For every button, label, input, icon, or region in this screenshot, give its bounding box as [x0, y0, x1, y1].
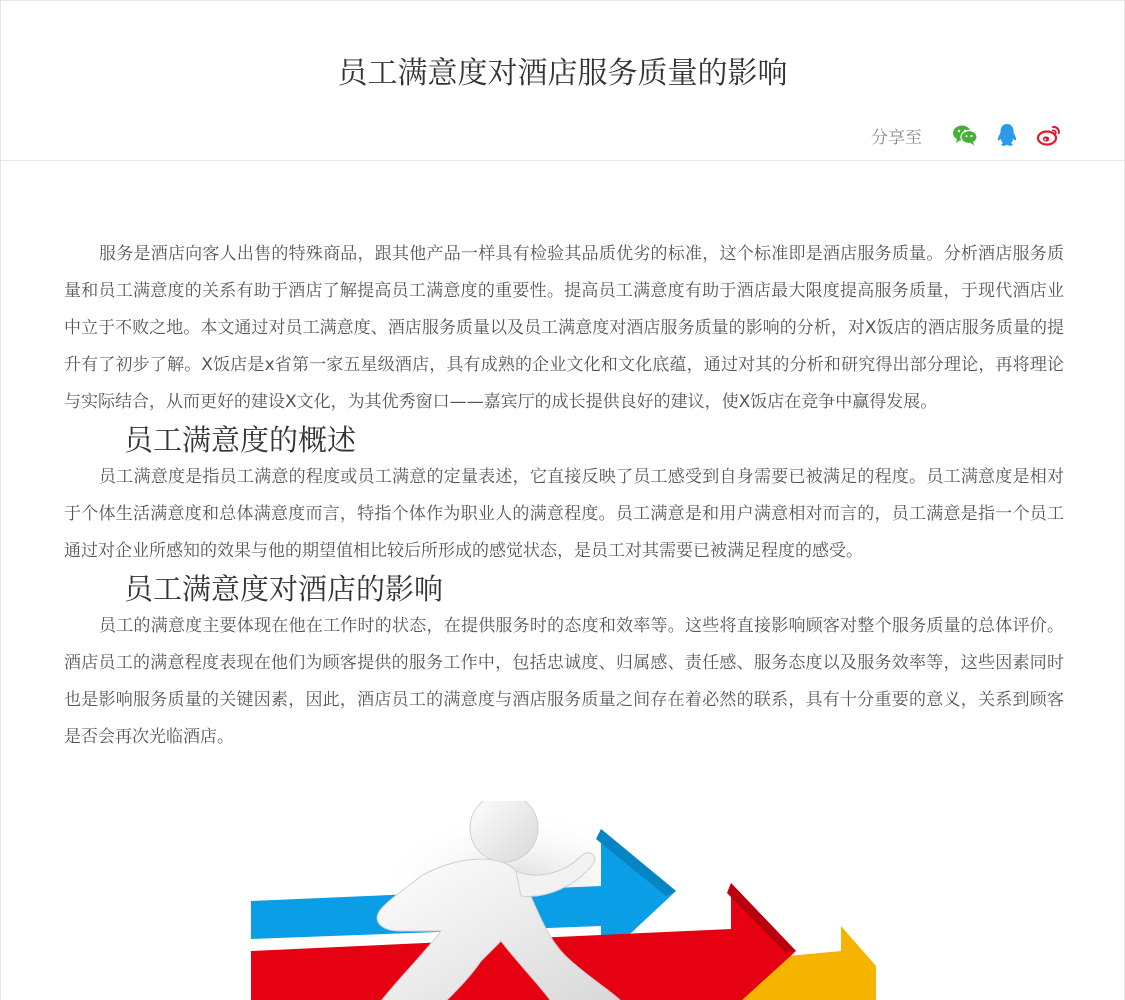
qq-icon[interactable]: [994, 122, 1020, 148]
wechat-icon[interactable]: [952, 122, 978, 148]
section-heading-impact: 员工满意度对酒店的影响: [124, 572, 444, 606]
share-label: 分享至: [871, 127, 922, 148]
article-content: [64, 236, 1064, 756]
page-title: 员工满意度对酒店服务质量的影响: [337, 56, 788, 91]
share-bar: [871, 119, 1062, 151]
section-paragraph-impact: 员工的满意度主要体现在他在工作时的状态，在提供服务时的态度和效率等。这些将直接影响顾客对整个服务质量的总体评价。酒店员工的满意程度表现在他们为顾客提供的服务工作中，包括忠诚度、归属感、责任感、服务态度以及服务效率等，这些因素同时也是影响服务质量的关键因素，因此，酒店员工的满意度与酒店服务质量之间存在着必然的联系，具有十分重要的意义，关系到顾客是否会再次光临酒店。: [64, 616, 1064, 747]
section-paragraph-overview: 员工满意度是指员工满意的程度或员工满意的定量表述，它直接反映了员工感受到自身需要已被满足的程度。员工满意度是相对于个体生活满意度和总体满意度而言，特指个体作为职业人的满意程度。员工满意是和用户满意相对而言的，员工满意是指一个员工通过对企业所感知的效果与他的期望值相比较后所形成的感觉状态，是员工对其需要已被满足程度的感受。: [64, 467, 1064, 561]
article-header: [1, 1, 1124, 161]
section-heading-overview: 员工满意度的概述: [124, 423, 357, 457]
weibo-icon[interactable]: [1036, 122, 1062, 148]
intro-paragraph: 服务是酒店向客人出售的特殊商品，跟其他产品一样具有检验其品质优劣的标准，这个标准即是酒店服务质量。分析酒店服务质量和员工满意度的关系有助于酒店了解提高员工满意度的重要性。提高员工满意度有助于酒店最大限度提高服务质量，于现代酒店业中立于不败之地。本文通过对员工满意度、酒店服务质量以及员工满意度对酒店服务质量的影响的分析，对X饭店的酒店服务质量的提升有了初步了解。X饭店是x省第一家五星级酒店，具有成熟的企业文化和文化底蕴，通过对其的分析和研究得出部分理论，再将理论与实际结合，从而更好的建设X文化，为其优秀窗口——嘉宾厅的成长提供良好的建议，使X饭店在竞争中赢得发展。: [64, 244, 1064, 412]
article-illustration: [251, 801, 876, 1000]
